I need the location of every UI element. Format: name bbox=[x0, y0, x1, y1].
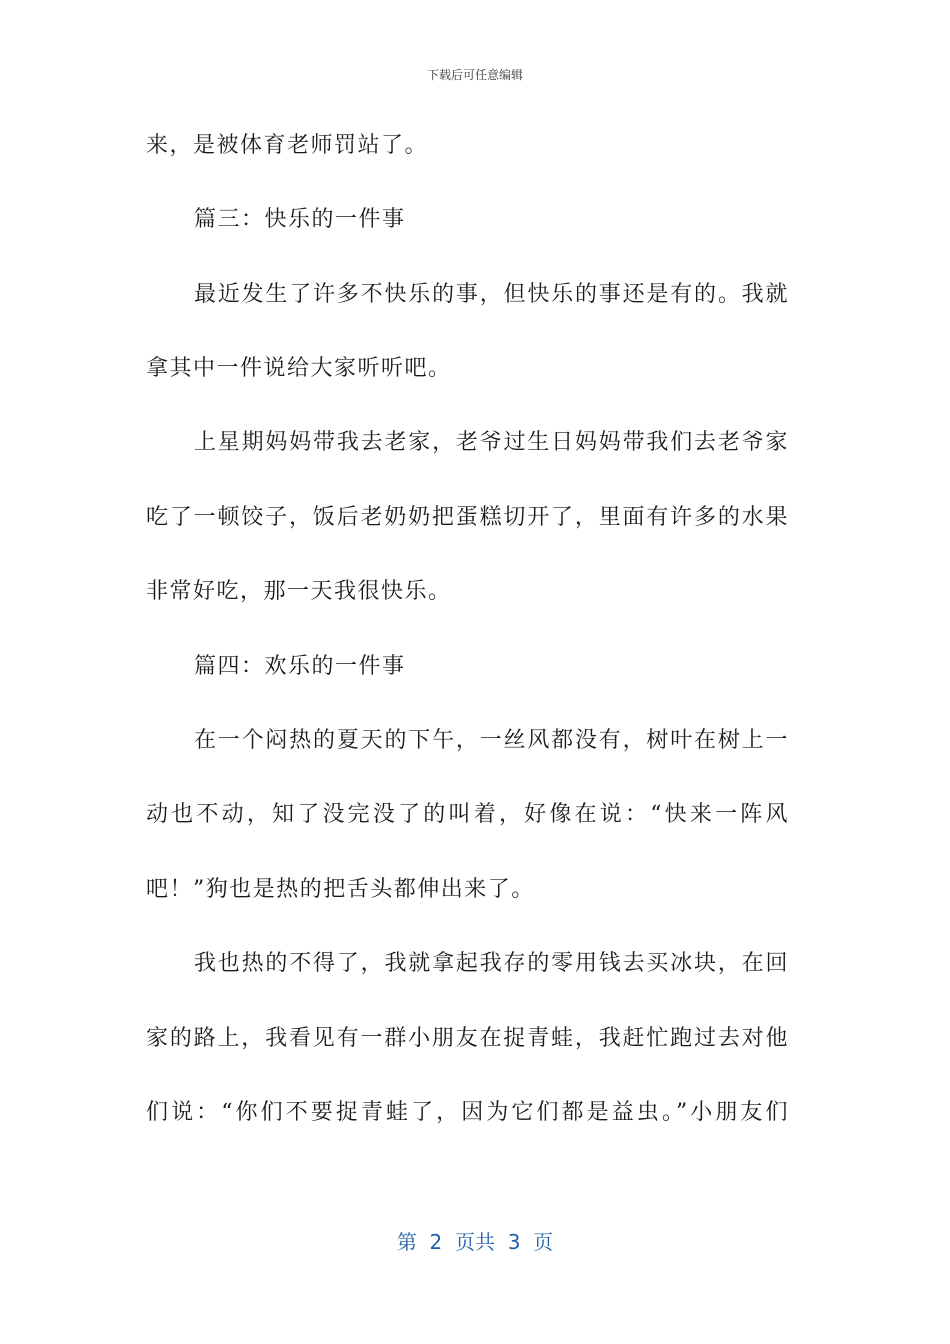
text-line: 拿其中一件说给大家听听吧。 bbox=[146, 356, 452, 381]
section-heading: 篇三：快乐的一件事 bbox=[194, 207, 406, 232]
text-line: 来，是被体育老师罚站了。 bbox=[146, 133, 429, 158]
text-line: 家的路上，我看见有一群小朋友在捉青蛙，我赶忙跑过去对他 bbox=[146, 1026, 789, 1051]
text-line: 们说：“你们不要捉青蛙了，因为它们都是益虫。”小朋友们 bbox=[146, 1100, 789, 1125]
text-line: 吧！”狗也是热的把舌头都伸出来了。 bbox=[146, 877, 535, 902]
text-line: 动也不动，知了没完没了的叫着，好像在说：“快来一阵风 bbox=[146, 802, 789, 827]
text-line: 上星期妈妈带我去老家，老爷过生日妈妈带我们去老爷家 bbox=[194, 430, 789, 455]
text-line: 我也热的不得了，我就拿起我存的零用钱去买冰块，在回 bbox=[194, 951, 789, 976]
text-line: 最近发生了许多不快乐的事，但快乐的事还是有的。我就 bbox=[194, 282, 789, 307]
header-note: 下载后可任意编辑 bbox=[426, 68, 523, 82]
section-heading: 篇四：欢乐的一件事 bbox=[194, 654, 406, 679]
text-line: 在一个闷热的夏天的下午，一丝风都没有，树叶在树上一 bbox=[194, 728, 789, 753]
text-line: 吃了一顿饺子，饭后老奶奶把蛋糕切开了，里面有许多的水果 bbox=[146, 505, 789, 530]
text-line: 非常好吃，那一天我很快乐。 bbox=[146, 579, 452, 604]
page-number-footer: 第 2 页共 3 页 bbox=[396, 1230, 554, 1254]
